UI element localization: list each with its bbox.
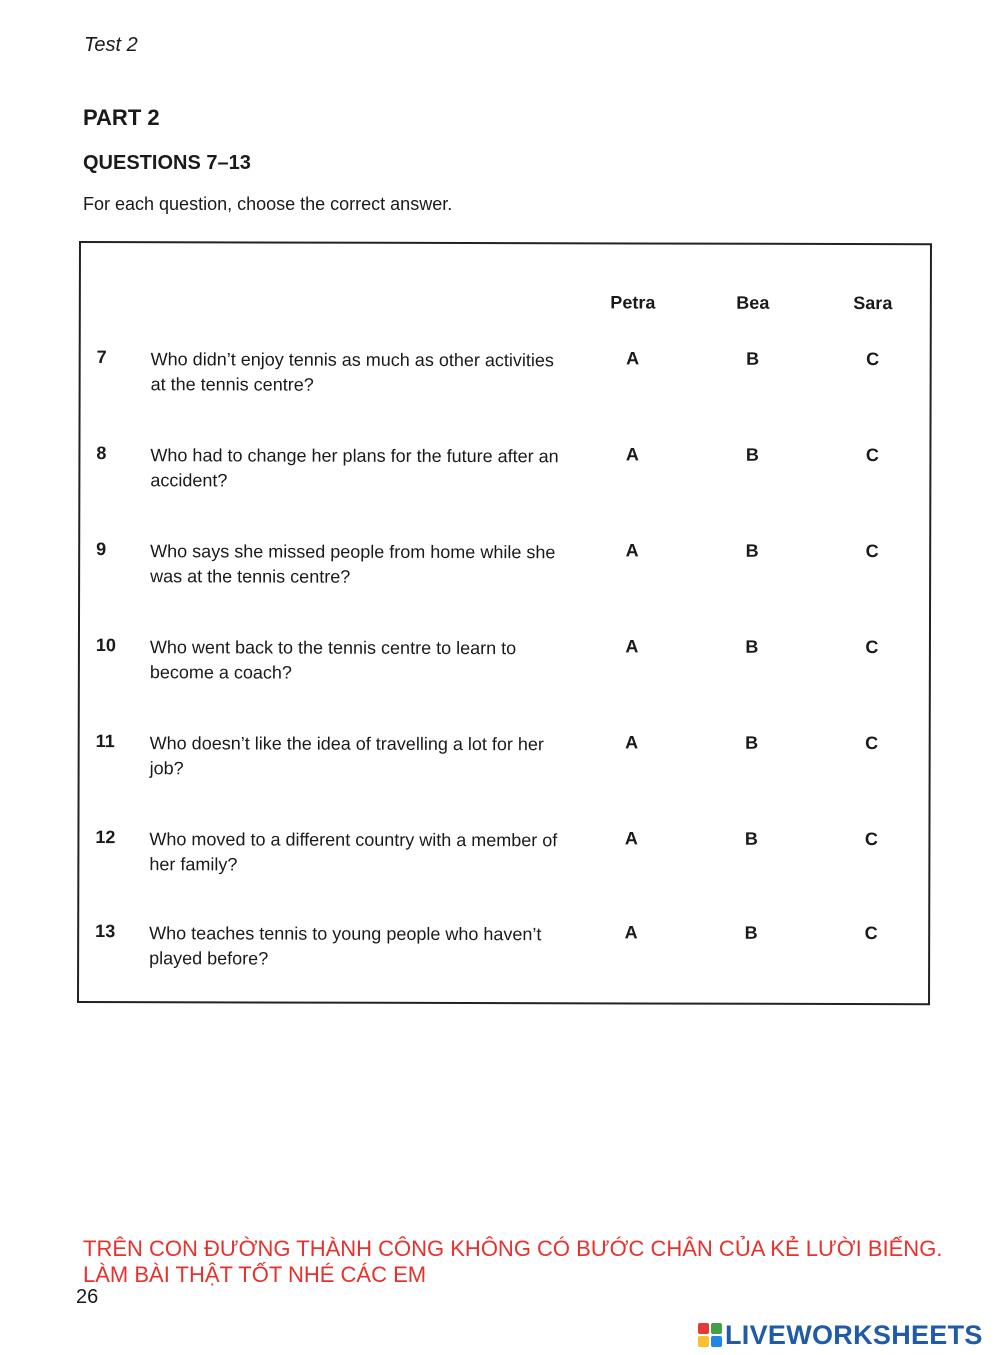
question-number: 9	[96, 539, 107, 560]
option-b[interactable]: B	[744, 828, 758, 849]
option-c[interactable]: C	[866, 349, 880, 370]
question-row-8	[80, 443, 929, 505]
column-header-bea: Bea	[736, 292, 770, 313]
option-c[interactable]: C	[865, 541, 879, 562]
brand-square	[698, 1323, 709, 1334]
question-number: 12	[95, 827, 116, 848]
option-b[interactable]: B	[745, 540, 759, 561]
test-label: Test 2	[84, 34, 138, 56]
question-text: Who had to change her plans for the future after an accident?	[150, 445, 559, 491]
option-a[interactable]: A	[625, 732, 639, 753]
motivational-note: TRÊN CON ĐƯỜNG THÀNH CÔNG KHÔNG CÓ BƯỚC CHÂN CỦA KẺ LƯỜI BIẾNG. LÀM BÀI THẬT TỐT NHÉ CÁC EM	[83, 1236, 943, 1287]
option-a[interactable]: A	[624, 828, 638, 849]
instructions: For each question, choose the correct answer.	[83, 194, 453, 214]
option-a[interactable]: A	[624, 922, 638, 943]
question-row-13	[79, 921, 928, 983]
question-row-12	[79, 827, 928, 889]
option-c[interactable]: C	[865, 733, 879, 754]
brand-name: LIVEWORKSHEETS	[725, 1319, 983, 1350]
option-b[interactable]: B	[745, 636, 759, 657]
option-c[interactable]: C	[864, 829, 878, 850]
option-a[interactable]: A	[625, 540, 639, 561]
option-b[interactable]: B	[746, 348, 760, 369]
question-row-7	[81, 347, 930, 409]
column-header-sara: Sara	[853, 293, 893, 314]
brand-square	[711, 1323, 722, 1334]
question-row-9	[80, 539, 929, 601]
question-text: Who teaches tennis to young people who haven’t played before?	[149, 923, 542, 969]
option-c[interactable]: C	[865, 637, 879, 658]
liveworksheets-logo[interactable]	[698, 1318, 983, 1352]
option-c[interactable]: C	[865, 445, 879, 466]
questions-title: QUESTIONS 7–13	[83, 152, 251, 174]
question-number: 8	[96, 443, 107, 464]
page-number: 26	[76, 1286, 99, 1308]
question-text: Who moved to a different country with a member of her family?	[149, 829, 558, 875]
question-text: Who doesn’t like the idea of travelling a lot for her job?	[149, 733, 544, 779]
option-b[interactable]: B	[745, 732, 759, 753]
question-row-10	[80, 635, 929, 697]
option-b[interactable]: B	[745, 444, 759, 465]
option-a[interactable]: A	[626, 348, 640, 369]
column-header-petra: Petra	[610, 292, 656, 313]
question-number: 10	[95, 635, 116, 656]
question-number: 7	[96, 347, 107, 368]
question-row-11	[80, 731, 929, 793]
option-b[interactable]: B	[744, 922, 758, 943]
brand-grid-icon	[698, 1323, 722, 1347]
brand-square	[711, 1336, 722, 1347]
option-a[interactable]: A	[625, 444, 639, 465]
question-number: 13	[95, 921, 116, 942]
question-text: Who didn’t enjoy tennis as much as other activities at the tennis centre?	[150, 349, 554, 395]
question-text: Who went back to the tennis centre to learn to become a coach?	[149, 637, 517, 683]
question-text: Who says she missed people from home while she was at the tennis centre?	[150, 541, 556, 587]
question-number: 11	[95, 731, 115, 752]
part-title: PART 2	[83, 105, 160, 130]
brand-square	[698, 1336, 709, 1347]
option-a[interactable]: A	[625, 636, 639, 657]
question-table	[77, 241, 932, 1005]
option-c[interactable]: C	[864, 923, 878, 944]
